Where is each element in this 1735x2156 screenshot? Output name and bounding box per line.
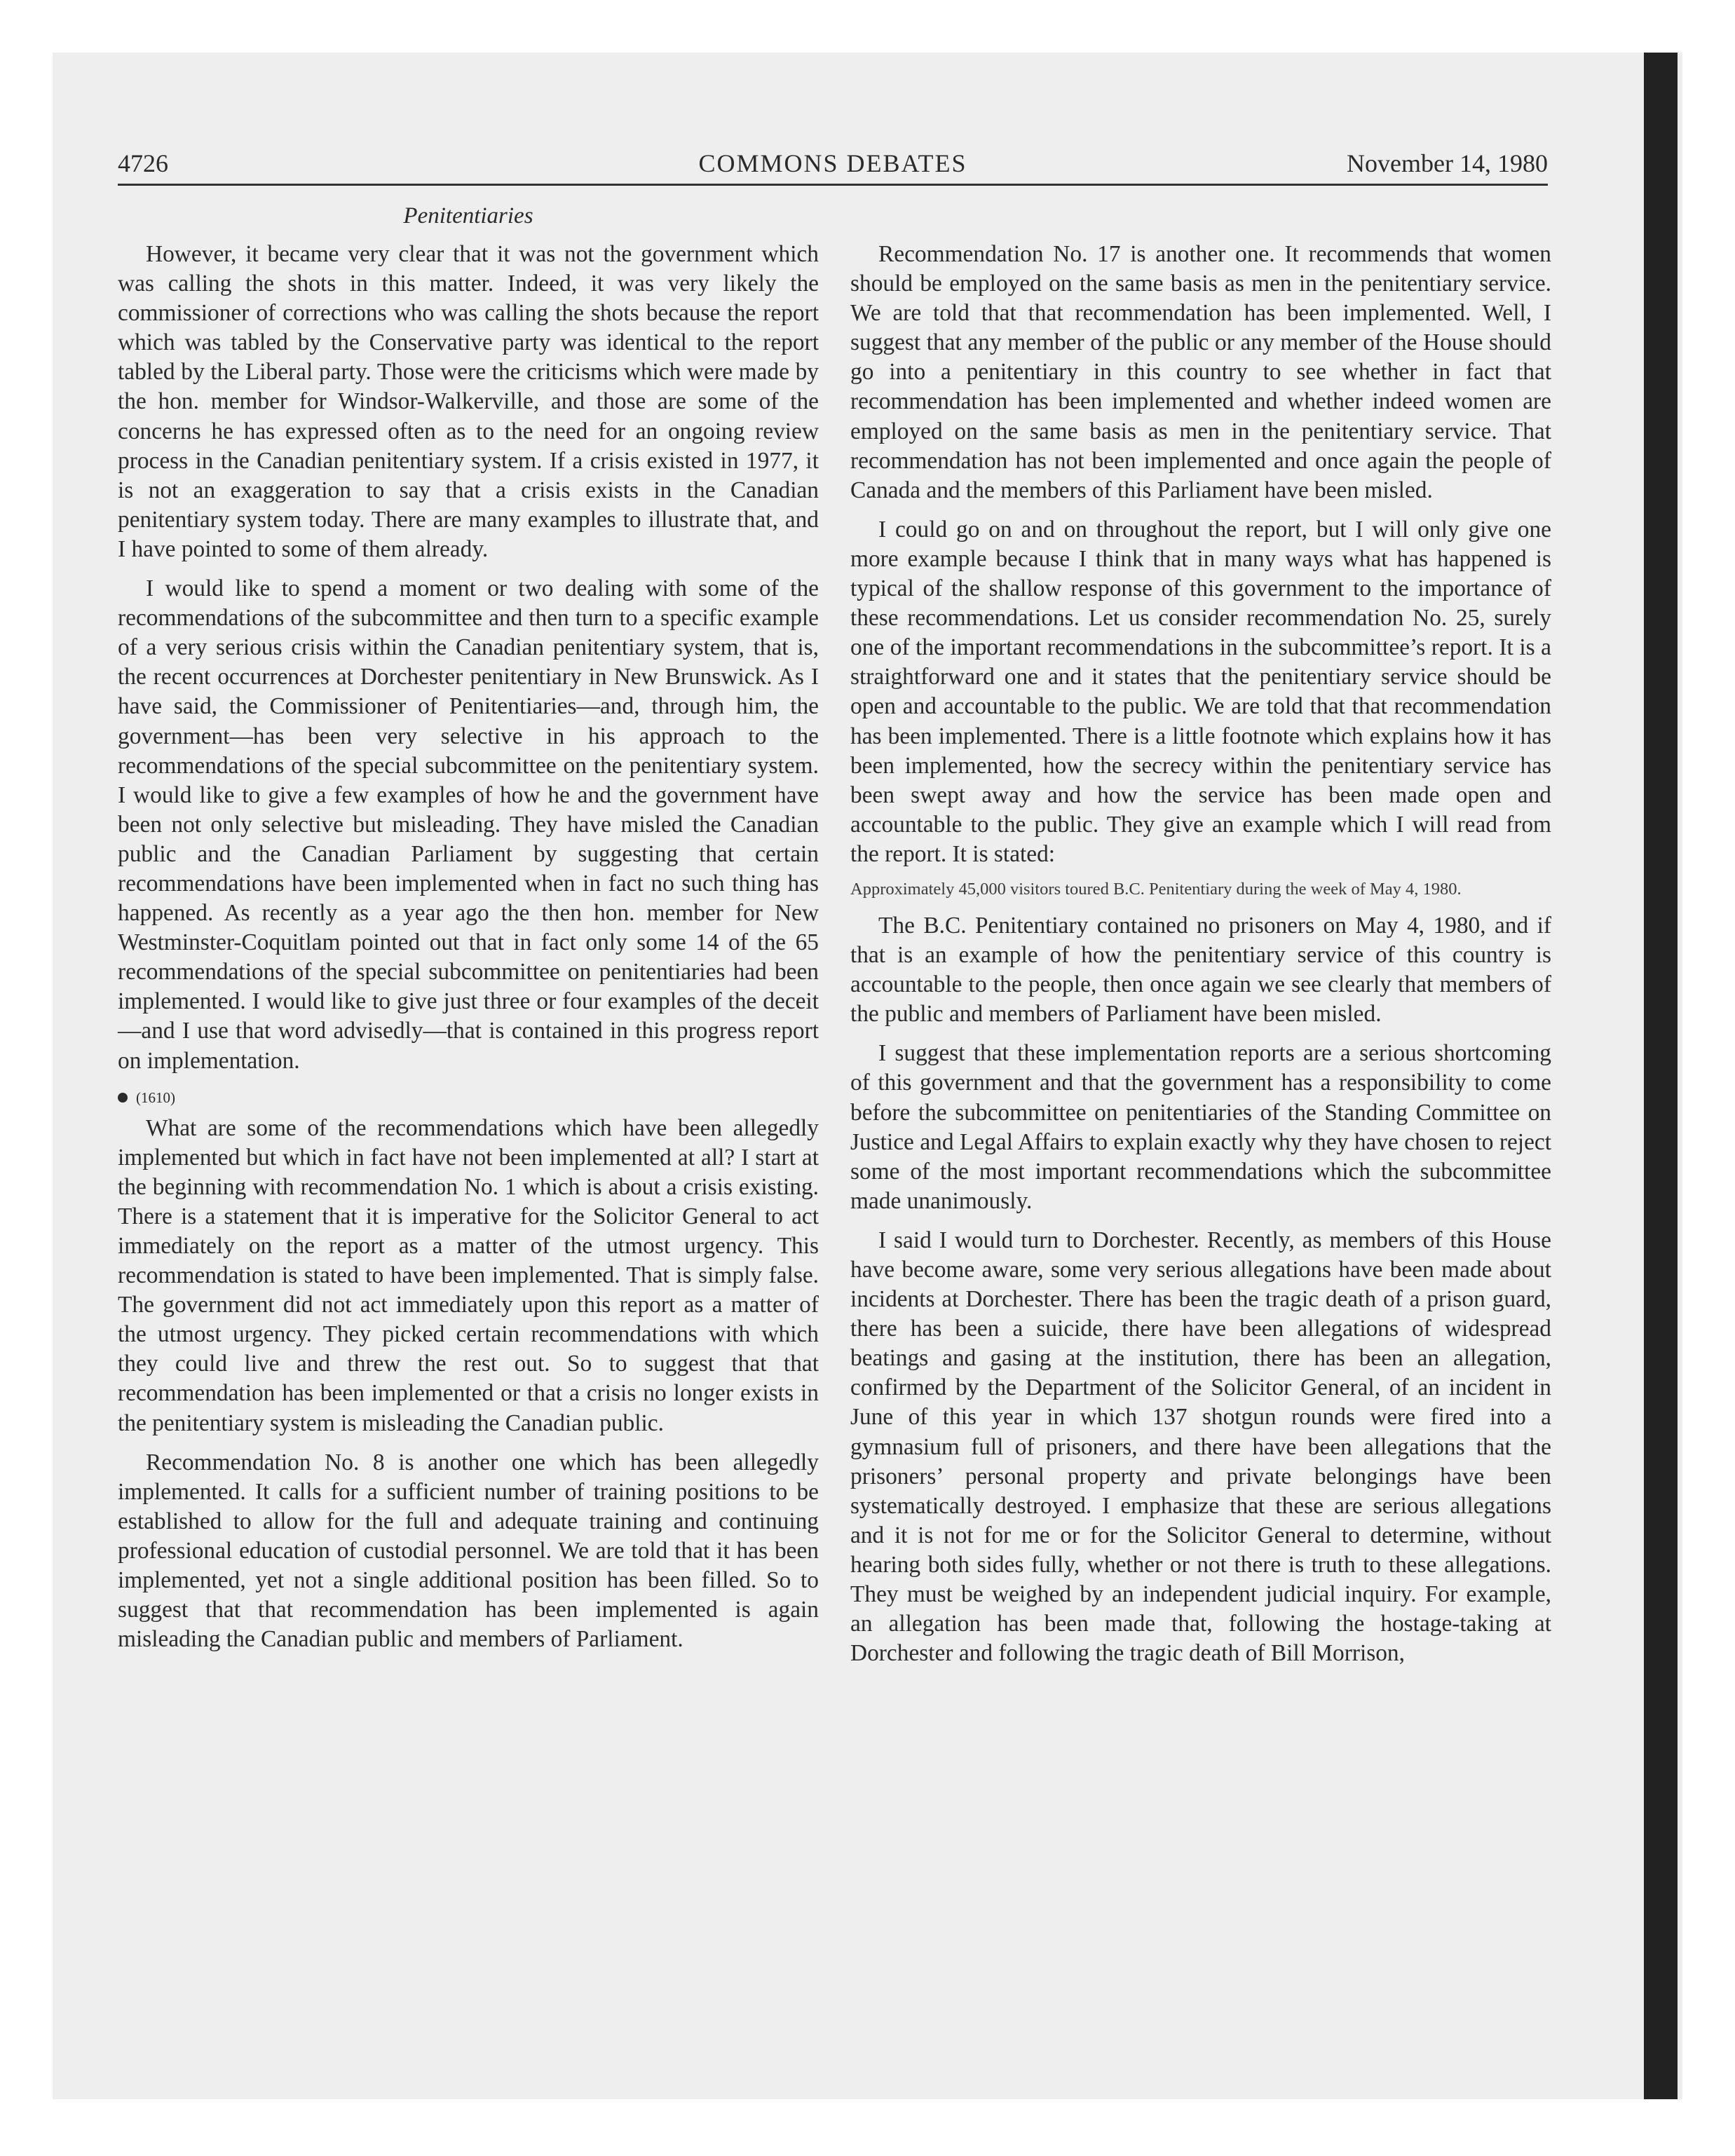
section-title: Penitentiaries [403, 203, 533, 228]
time-marker [118, 1086, 819, 1110]
paragraph: I said I would turn to Dorchester. Recently, as members of this House have become aware, some very serious allegations have been made about incidents at Dorchester. There has been the tragic death of a prison guard, there has been a suicide, there have been allegations of widespread beatings and gasing at the institution, there has been an allegation, confirmed by the Department of the Solicitor General, of an incident in June of this year in which 137 shotgun rounds were fired into a gymnasium full of prisoners, and there have been allegations that the prisoners’ personal property and private belongings have been systematically destroyed. I emphasize that these are serious allegations and it is not for me or for the Solicitor General to determine, without hearing both sides fully, whether or not there is truth to these allegations. They must be weighed by an independent judicial inquiry. For example, an allegation has been made that, following the hostage-taking at Dorchester and following the tragic death of Bill Morrison, [850, 1227, 1551, 1667]
header-rule [118, 184, 1548, 186]
paragraph: Recommendation No. 17 is another one. It recommends that women should be employed on the same basis as men in the penitentiary service. We are told that that recommendation has been implemented. Well, I suggest that any member of the public or any member of the House should go into a penitentiary in this country to see whether in fact that recommendation has been implemented and whether indeed women are employed on the same basis as men in the penitentiary service. That recommendation has not been implemented and once again the people of Canada and the members of this Parliament have been misled. [850, 241, 1551, 503]
page-header [118, 149, 1548, 185]
paragraph: What are some of the recommendations which have been allegedly implemented but which in fact have not been implemented at all? I start at the beginning with recommendation No. 1 which is about a crisis existing. There is a statement that it is imperative for the Solicitor General to act immediately on the report as a matter of the utmost urgency. This recommendation is stated to have been implemented. That is simply false. The government did not act immediately upon this report as a matter of the utmost urgency. They picked certain recommendations with which they could live and threw the rest out. So to suggest that that recommendation has been implemented or that a crisis no longer exists in the penitentiary system is misleading the Canadian public. [118, 1114, 819, 1436]
paragraph: I would like to spend a moment or two dealing with some of the recommendations of the subcommittee and then turn to a specific example of a very serious crisis within the Canadian penitentiary system, that is, the recent occurrences at Dorchester penitentiary in New Brunswick. As I have said, the Commissioner of Penitentiaries—and, through him, the government—has been very selective in his approach to the recommendations of the special subcommittee on the penitentiary system. I would like to give a few examples of how he and the government have been not only selective but misleading. They have misled the Canadian public and the Canadian Parliament by suggesting that certain recommendations have been implemented when in fact no such thing has happened. As recently as a year ago the then hon. member for New Westminster-Coquitlam pointed out that in fact only some 14 of the 65 recommendations of the special subcommittee on penitentiaries had been implemented. I would like to give just three or four examples of the deceit—and I use that word advisedly—that is contained in this progress report on implementation. [118, 575, 819, 1074]
paragraph: However, it became very clear that it was not the government which was calling the shots in this matter. Indeed, it was very likely the commissioner of corrections who was calling the shots because the report which was tabled by the Conservative party was identical to the report tabled by the Liberal party. Those were the criticisms which were made by the hon. member for Windsor-Walkerville, and those are some of the concerns he has expressed often as to the need for an ongoing review process in the Canadian penitentiary system. If a crisis existed in 1977, it is not an exaggeration to say that a crisis exists in the Canadian penitentiary system today. There are many examples to illustrate that, and I have pointed to some of them already. [118, 241, 819, 562]
paragraph: I could go on and on throughout the report, but I will only give one more example because I think that in many ways what has happened is typical of the shallow response of this government to the importance of these recommendations. Let us consider recommendation No. 25, surely one of the important recommendations in the subcommittee’s report. It is a straightforward one and it states that the penitentiary service should be open and accountable to the public. We are told that that recommendation has been implemented. There is a little footnote which explains how it has been implemented, how the secrecy within the penitentiary service has been swept away and how the service has been made open and accountable to the public. They give an example which I will read from the report. It is stated: [850, 516, 1551, 867]
publication-date: November 14, 1980 [1347, 149, 1548, 177]
paragraph: I suggest that these implementation reports are a serious shortcoming of this government and that the government has a responsibility to come before the subcommittee on penitentiaries of the Standing Committee on Justice and Legal Affairs to explain exactly why they have chosen to reject some of the most important recommendations which the subcommittee made unanimously. [850, 1040, 1551, 1214]
paragraph: Recommendation No. 8 is another one which has been allegedly implemented. It calls for a sufficient number of training positions to be established to allow for the full and adequate training and continuing professional education of custodial personnel. We are told that it has been implemented, yet not a single additional position has been filled. So to suggest that that recommendation has been implemented is again misleading the Canadian public and members of Parliament. [118, 1449, 819, 1653]
scan-border [1644, 53, 1678, 2099]
publication-title: COMMONS DEBATES [698, 149, 967, 177]
page-number: 4726 [118, 149, 168, 177]
bullet-icon [118, 1093, 128, 1103]
time-marker-label: (1610) [136, 1089, 175, 1106]
right-column [850, 240, 1551, 1678]
left-column [118, 240, 819, 1664]
block-quote: Approximately 45,000 visitors toured B.C. Penitentiary during the week of May 4, 1980. [850, 879, 1462, 899]
paragraph: The B.C. Penitentiary contained no prisoners on May 4, 1980, and if that is an example of how the penitentiary service of this country is accountable to the people, then once again we see clearly that members of the public and members of Parliament have been misled. [850, 912, 1551, 1028]
